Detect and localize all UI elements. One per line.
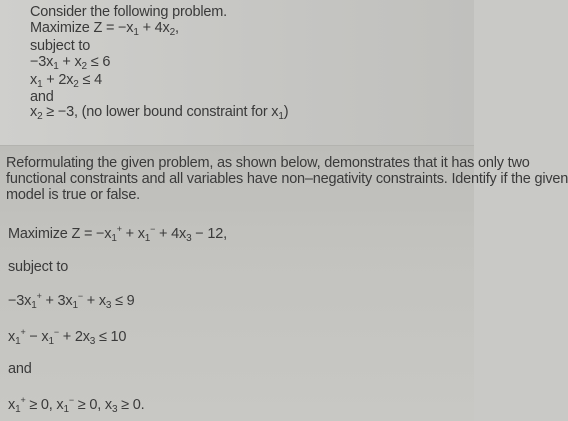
paragraph-line-1: Reformulating the given problem, as shown below, demonstrates that it has only two [6,155,530,171]
subject-to-1: subject to [30,38,91,54]
paragraph-line-2: functional constraints and all variables have non–negativity constraints. Identify if the given [6,171,568,187]
objective-1: Maximize $Z = -x_1 + 4x_2$, [30,20,179,38]
divider [0,145,474,146]
constraint-2-2: $x_1^+ - x_1^- + 2x_3 \le 10$ [8,327,127,347]
constraint-1-1: $-3x_1 + x_2 \le 6$ [30,54,111,72]
intro-text: Consider the following problem. [30,4,227,20]
paragraph-line-3: model is true or false. [6,187,141,203]
and-2: and [8,361,32,377]
and-1: and [30,89,54,105]
objective-2: Maximize $Z = -x_1^+ + x_1^- + 4x_3 - 12$, [8,224,227,244]
constraint-2-3: $x_1^+ \ge 0$, $x_1^- \ge 0$, $x_3 \ge 0$. [8,395,145,415]
constraint-1-2: $x_1 + 2x_2 \le 4$ [30,72,102,90]
constraint-2-1: $-3x_1^+ + 3x_1^- + x_3 \le 9$ [8,291,135,311]
subject-to-2: subject to [8,259,69,275]
constraint-1-3: $x_2 \ge -3$, (no lower bound constraint for $x_1$) [30,104,289,122]
